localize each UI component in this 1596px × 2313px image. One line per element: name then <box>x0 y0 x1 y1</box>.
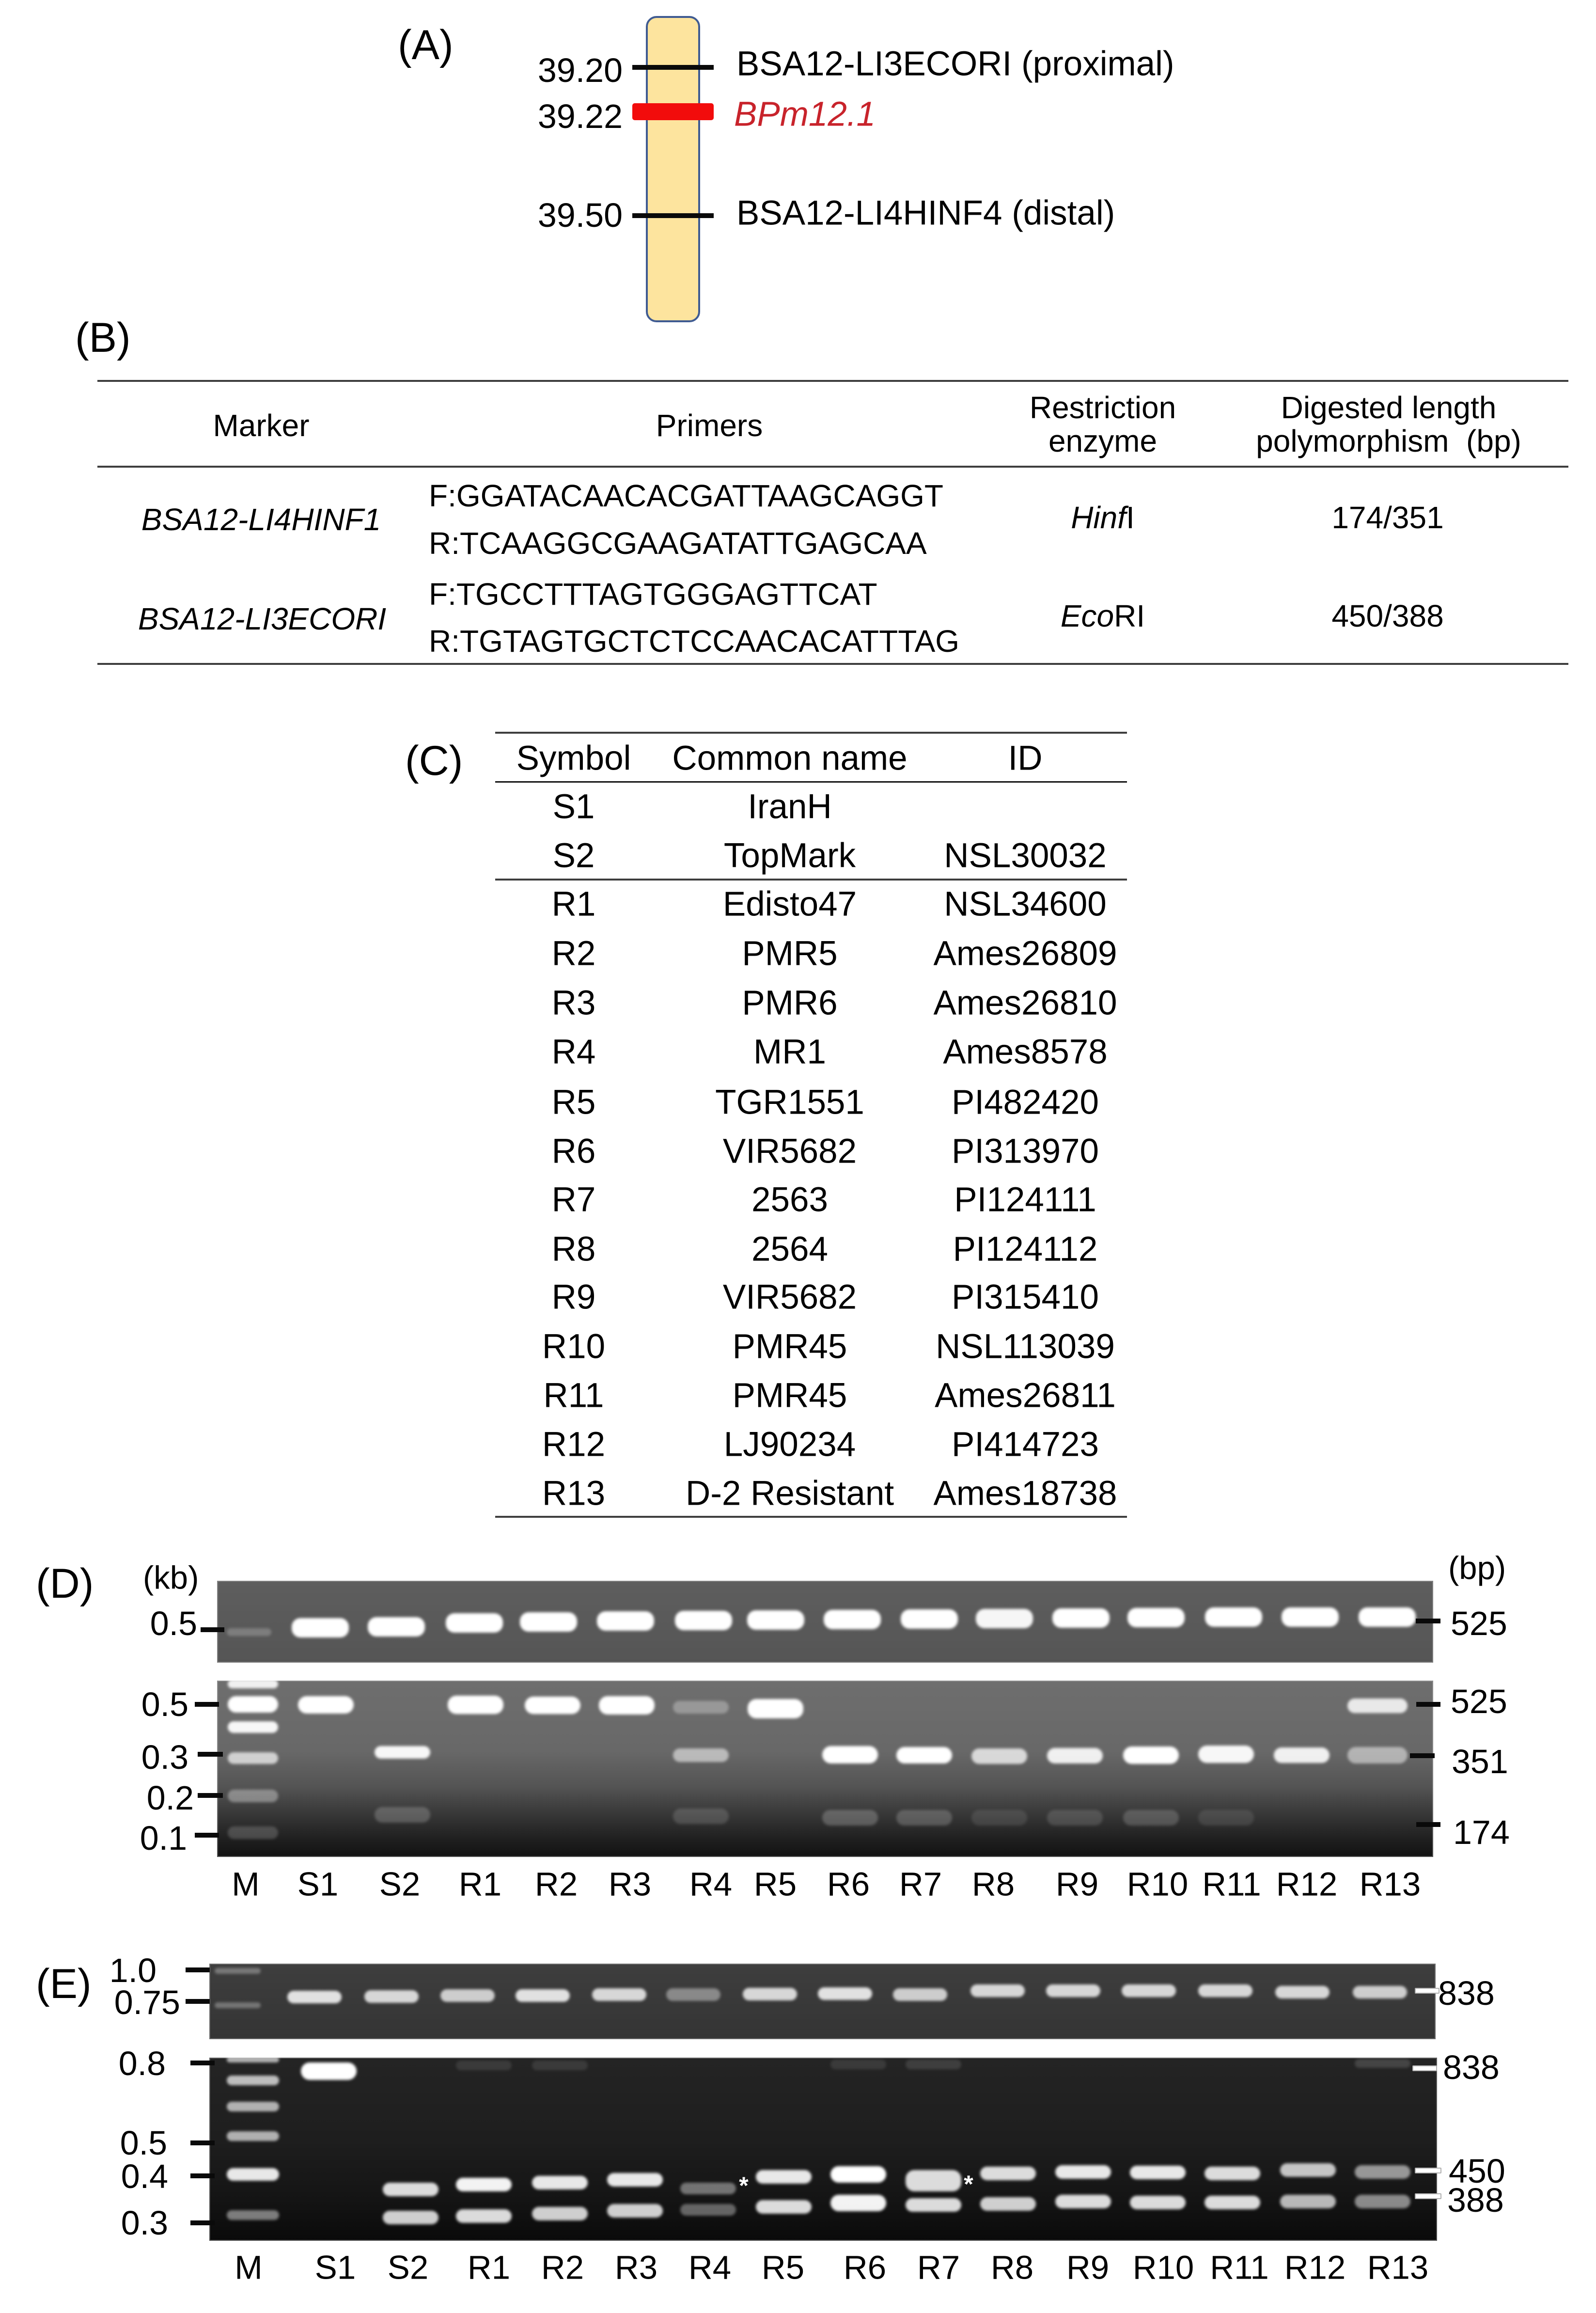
symbol: S1 <box>552 787 595 826</box>
gel-band <box>375 1807 430 1823</box>
asterisk-annotation-r7: * <box>964 2171 973 2198</box>
size-tick <box>186 1967 210 1972</box>
ladder-band <box>227 2210 279 2220</box>
gel-band <box>1347 1747 1408 1763</box>
position-label-proximal: 39.20 <box>537 51 623 89</box>
ladder-band <box>228 1721 278 1733</box>
common-name: VIR5682 <box>722 1132 857 1171</box>
gel-band <box>532 2061 588 2070</box>
header-enzyme-line1: Restriction <box>1029 390 1176 425</box>
size-label-kb: 0.5 <box>150 1605 197 1642</box>
accession-id: PI414723 <box>951 1425 1099 1464</box>
gel-d-undigested <box>217 1581 1433 1663</box>
size-tick <box>190 2173 215 2178</box>
gel-band <box>456 2178 512 2191</box>
enzyme-roman: I <box>1126 500 1135 535</box>
restriction-enzyme <box>1061 600 1145 631</box>
gel-band <box>1282 1607 1339 1627</box>
gel-band <box>532 2207 588 2220</box>
size-label-bp: 388 <box>1447 2181 1504 2219</box>
enzyme-roman: RI <box>1114 598 1145 633</box>
gel-band <box>896 1810 952 1825</box>
gel-band <box>980 2167 1036 2180</box>
size-tick <box>1410 1753 1435 1758</box>
size-label-kb: 0.3 <box>141 1738 188 1776</box>
gel-band <box>1275 1986 1330 1998</box>
size-tick <box>1412 2065 1437 2071</box>
gel-band <box>822 1746 878 1763</box>
ladder-band <box>215 2002 261 2008</box>
lane-label: R8 <box>971 1865 1015 1903</box>
marker-tick-distal <box>632 213 714 218</box>
common-name: PMR5 <box>742 934 838 973</box>
header-primers: Primers <box>656 408 763 443</box>
lane-label: S1 <box>297 1865 339 1903</box>
lane-label: R7 <box>917 2249 960 2286</box>
size-tick <box>1415 2168 1441 2173</box>
header-common-name: Common name <box>672 739 908 778</box>
position-label-locus: 39.22 <box>537 97 623 135</box>
lane-label: M <box>235 2249 263 2286</box>
gel-band <box>748 1699 803 1718</box>
position-label-distal: 39.50 <box>537 196 623 234</box>
chromosome <box>646 16 700 322</box>
symbol: R10 <box>542 1327 606 1366</box>
panel-d-label: (D) <box>36 1560 94 1607</box>
lane-label: R9 <box>1055 1865 1099 1903</box>
ladder-band <box>228 1790 278 1802</box>
accession-id: NSL113039 <box>936 1327 1115 1366</box>
symbol: R7 <box>551 1180 596 1219</box>
gel-band <box>1205 1607 1262 1627</box>
lane-label: R1 <box>467 2249 511 2286</box>
lane-label: R5 <box>753 1865 797 1903</box>
size-tick <box>1415 1988 1440 1994</box>
gel-band <box>970 1984 1025 1997</box>
gel-band <box>980 2197 1036 2211</box>
gel-band <box>1205 2167 1260 2180</box>
gel-band <box>1123 1747 1179 1764</box>
gel-band <box>1055 2165 1111 2179</box>
gel-band <box>1047 1748 1103 1763</box>
common-name: Edisto47 <box>722 885 857 924</box>
size-tick <box>190 2061 215 2065</box>
lane-label: R6 <box>827 1865 870 1903</box>
marker-tick-proximal <box>632 65 714 70</box>
gel-band <box>383 2183 438 2196</box>
gel-band <box>976 1609 1033 1628</box>
size-label-kb: 0.8 <box>118 2045 166 2082</box>
gel-band <box>1353 1986 1407 1998</box>
lane-label: R11 <box>1202 1865 1261 1903</box>
gel-band <box>301 2062 357 2080</box>
symbol: R9 <box>551 1278 596 1317</box>
lane-label: R6 <box>843 2249 887 2286</box>
gel-band <box>298 1696 354 1714</box>
ladder-band <box>227 2058 279 2062</box>
lane-label: M <box>232 1865 260 1903</box>
ladder-band <box>228 1826 278 1839</box>
gel-band <box>971 1748 1027 1764</box>
gel-band <box>673 1701 729 1714</box>
lane-label: R8 <box>990 2249 1034 2286</box>
symbol: R5 <box>551 1083 596 1122</box>
lane-label: R1 <box>458 1865 502 1903</box>
primer-forward: F:GGATACAACACGATTAAGCAGGT <box>429 478 943 513</box>
accession-id: Ames8578 <box>943 1033 1108 1071</box>
size-tick <box>1416 1619 1440 1623</box>
gel-band <box>1198 1810 1254 1825</box>
gel-band <box>383 2211 438 2224</box>
size-tick <box>201 1627 224 1632</box>
gel-e-undigested <box>209 1964 1436 2039</box>
marker-label-proximal: BSA12-LI3ECORI (proximal) <box>736 45 1174 83</box>
gel-band <box>680 2183 736 2194</box>
accession-id: PI482420 <box>951 1083 1099 1122</box>
lane-label: R11 <box>1210 2249 1269 2286</box>
size-label-kb: 0.5 <box>120 2124 167 2162</box>
common-name: PMR45 <box>732 1327 847 1366</box>
symbol: R11 <box>543 1376 604 1415</box>
size-tick <box>190 2220 215 2225</box>
common-name: PMR45 <box>732 1376 847 1415</box>
marker-name: BSA12-LI3ECORI <box>138 601 387 636</box>
lane-label: R3 <box>614 2249 658 2286</box>
ladder-band <box>227 2168 279 2181</box>
header-symbol: Symbol <box>516 739 631 778</box>
gel-band <box>673 1748 729 1762</box>
gel-band <box>1198 1984 1252 1997</box>
size-label-kb: 0.2 <box>146 1779 194 1817</box>
gel-band <box>743 1988 797 2000</box>
gel-band <box>446 1613 503 1633</box>
header-marker: Marker <box>213 408 310 443</box>
gel-e-digested <box>209 2058 1437 2241</box>
size-label-bp: 525 <box>1451 1683 1507 1720</box>
size-label-kb: 0.1 <box>140 1819 187 1857</box>
gel-band <box>607 2204 663 2218</box>
ladder-band <box>227 2102 279 2111</box>
symbol: R3 <box>551 984 596 1023</box>
gel-band <box>599 1696 655 1715</box>
lane-label: R12 <box>1276 1865 1338 1903</box>
panel-e-label: (E) <box>36 1961 92 2007</box>
lane-label: S2 <box>387 2249 429 2286</box>
gel-band <box>520 1612 577 1632</box>
gel-band <box>1122 1984 1176 1997</box>
gel-band <box>1127 1608 1185 1627</box>
accession-id: PI124111 <box>954 1180 1096 1219</box>
size-label-bp: 174 <box>1453 1813 1510 1851</box>
symbol: R2 <box>551 934 596 973</box>
size-tick <box>190 2140 215 2145</box>
gel-band <box>364 1990 419 2003</box>
enzyme-italic: Hinf <box>1071 500 1127 535</box>
gel-band <box>456 2061 512 2070</box>
lane-label: R10 <box>1127 1865 1189 1903</box>
gel-band <box>375 1746 430 1759</box>
gel-band <box>673 1809 729 1824</box>
gel-band <box>901 1609 958 1629</box>
panel-b-label: (B) <box>75 315 131 361</box>
gel-band <box>675 1611 732 1630</box>
locus-band-bpm12-1 <box>632 103 714 120</box>
table-b-top-rule <box>97 380 1568 382</box>
gel-band <box>893 1988 947 2001</box>
gel-band <box>1355 2059 1410 2068</box>
header-polymorphism-line1: Digested length <box>1281 390 1497 425</box>
size-tick <box>1416 1822 1440 1827</box>
gel-band <box>1355 2165 1410 2179</box>
lane-label: R7 <box>899 1865 942 1903</box>
unit-bp-label: (bp) <box>1448 1550 1506 1587</box>
marker-label-distal: BSA12-LI4HINF4 (distal) <box>736 194 1115 233</box>
gel-band <box>1123 1810 1179 1825</box>
gel-band <box>906 2060 961 2069</box>
restriction-enzyme <box>1071 502 1135 533</box>
gel-band <box>756 2170 812 2184</box>
size-tick <box>1416 1702 1440 1707</box>
size-label-kb: 0.4 <box>121 2157 168 2195</box>
lane-label: R2 <box>541 2249 584 2286</box>
ladder-band <box>227 2076 279 2085</box>
accession-id: Ames26811 <box>935 1376 1116 1415</box>
gel-band <box>1055 2195 1111 2208</box>
ladder-band <box>227 1628 271 1636</box>
common-name: TGR1551 <box>715 1083 864 1122</box>
common-name: 2563 <box>751 1180 828 1219</box>
table-c-group-rule <box>495 879 1127 881</box>
common-name: IranH <box>748 787 832 826</box>
gel-band <box>822 1810 878 1825</box>
lane-label: R12 <box>1284 2249 1346 2286</box>
gel-band <box>287 1991 342 2003</box>
common-name: 2564 <box>751 1230 828 1269</box>
gel-band <box>1198 1746 1254 1763</box>
gel-band <box>368 1617 425 1636</box>
gel-band <box>1355 2195 1410 2208</box>
common-name: VIR5682 <box>722 1278 857 1317</box>
gel-band <box>532 2176 588 2189</box>
size-label-bp: 450 <box>1449 2152 1505 2190</box>
ladder-band <box>228 1696 278 1713</box>
ladder-band <box>215 1968 261 1974</box>
gel-band <box>906 2170 961 2191</box>
lane-label: R4 <box>689 1865 733 1903</box>
size-label-kb: 1.0 <box>109 1951 156 1989</box>
primer-forward: F:TGCCTTTAGTGGGAGTTCAT <box>429 577 877 612</box>
polymorphism-bp: 174/351 <box>1331 500 1444 535</box>
enzyme-italic: Eco <box>1060 598 1114 633</box>
lane-label: R3 <box>608 1865 652 1903</box>
size-label-kb: 0.75 <box>114 1983 180 2021</box>
common-name: PMR6 <box>742 984 838 1023</box>
marker-name: BSA12-LI4HINF1 <box>141 502 381 537</box>
gel-band <box>516 1989 570 2002</box>
lane-label: R9 <box>1066 2249 1110 2286</box>
symbol: R4 <box>551 1033 596 1071</box>
accession-id: Ames26809 <box>933 934 1117 973</box>
gel-band <box>440 1989 495 2002</box>
polymorphism-bp: 450/388 <box>1331 598 1444 633</box>
accession-id: NSL30032 <box>944 836 1107 875</box>
gel-band <box>1052 1608 1110 1628</box>
gel-band <box>830 2060 886 2069</box>
table-b-bottom-rule <box>97 663 1568 665</box>
ladder-band <box>227 2131 279 2141</box>
gel-band <box>1205 2196 1260 2209</box>
symbol: R6 <box>551 1132 596 1171</box>
gel-band <box>680 2204 736 2216</box>
size-label-kb: 0.3 <box>121 2204 168 2242</box>
gel-d-digested <box>217 1681 1433 1857</box>
panel-c-label: (C) <box>405 738 463 784</box>
symbol: S2 <box>552 836 595 875</box>
gel-band <box>592 1988 646 2001</box>
gel-band <box>1280 2163 1336 2177</box>
accession-id: PI124112 <box>953 1230 1098 1269</box>
gel-band <box>824 1610 881 1629</box>
size-tick <box>195 1833 219 1838</box>
symbol: R12 <box>542 1425 606 1464</box>
locus-label: BPm12.1 <box>734 95 876 134</box>
asterisk-annotation-r4: * <box>739 2172 749 2199</box>
size-label-bp: 838 <box>1438 1974 1495 2012</box>
table-c-header-rule <box>495 781 1127 783</box>
gel-band <box>1047 1810 1103 1825</box>
gel-band <box>292 1618 349 1637</box>
lane-label: R2 <box>534 1865 578 1903</box>
primer-reverse: R:TGTAGTGCTCTCCAACACATTTAG <box>429 624 960 659</box>
panel-a-label: (A) <box>398 22 454 68</box>
accession-id: Ames18738 <box>933 1474 1117 1513</box>
gel-band <box>896 1747 952 1763</box>
gel-band <box>971 1810 1027 1825</box>
ladder-band <box>228 1752 278 1764</box>
size-label-bp: 351 <box>1452 1743 1508 1780</box>
symbol: R1 <box>551 885 596 924</box>
gel-band <box>456 2209 512 2223</box>
lane-label: R10 <box>1132 2249 1194 2286</box>
gel-band <box>525 1697 580 1714</box>
size-tick <box>1415 2193 1441 2199</box>
header-polymorphism-line2: polymorphism (bp) <box>1256 424 1521 458</box>
lane-label: R13 <box>1359 1865 1421 1903</box>
accession-id: PI315410 <box>951 1278 1099 1317</box>
lane-label: S1 <box>314 2249 356 2286</box>
accession-id: NSL34600 <box>944 885 1107 924</box>
table-c-top-rule <box>495 732 1127 734</box>
symbol: R8 <box>551 1230 596 1269</box>
size-tick <box>198 1793 223 1798</box>
gel-band <box>830 2166 886 2183</box>
size-tick <box>198 1752 223 1757</box>
common-name: D-2 Resistant <box>685 1474 894 1513</box>
gel-band <box>1130 2196 1186 2209</box>
common-name: TopMark <box>723 836 856 875</box>
header-id: ID <box>1008 739 1043 778</box>
gel-band <box>756 2200 812 2214</box>
symbol: R13 <box>542 1474 606 1513</box>
gel-band <box>666 1988 720 2001</box>
gel-band <box>448 1696 503 1714</box>
lane-label: R13 <box>1367 2249 1429 2286</box>
gel-band <box>818 1987 872 2000</box>
common-name: MR1 <box>753 1033 826 1071</box>
lane-label: S2 <box>379 1865 421 1903</box>
size-label-bp: 525 <box>1451 1605 1507 1642</box>
gel-band <box>747 1610 804 1630</box>
common-name: LJ90234 <box>723 1425 856 1464</box>
gel-band <box>1046 1984 1100 1997</box>
size-tick <box>195 1702 219 1707</box>
gel-band <box>597 1611 654 1631</box>
primer-reverse: R:TCAAGGCGAAGATATTGAGCAA <box>429 526 927 561</box>
size-label-kb: 0.5 <box>141 1685 188 1723</box>
gel-band <box>1359 1607 1416 1627</box>
lane-label: R4 <box>688 2249 732 2286</box>
lane-label: R5 <box>761 2249 805 2286</box>
ladder-band <box>228 1681 278 1688</box>
gel-band <box>1347 1699 1408 1713</box>
gel-band <box>906 2198 961 2212</box>
gel-band <box>1280 2195 1336 2208</box>
unit-kb-label: (kb) <box>143 1559 199 1596</box>
accession-id: PI313970 <box>951 1132 1099 1171</box>
header-enzyme-line2: enzyme <box>1048 424 1158 458</box>
size-label-bp: 838 <box>1443 2048 1500 2086</box>
gel-band <box>830 2195 886 2211</box>
size-tick <box>186 1999 210 2004</box>
accession-id: Ames26810 <box>933 984 1117 1023</box>
gel-band <box>1274 1747 1330 1763</box>
gel-band <box>1130 2166 1186 2179</box>
gel-band <box>607 2173 663 2187</box>
table-c-bottom-rule <box>495 1516 1127 1518</box>
table-b-header-rule <box>97 466 1568 468</box>
